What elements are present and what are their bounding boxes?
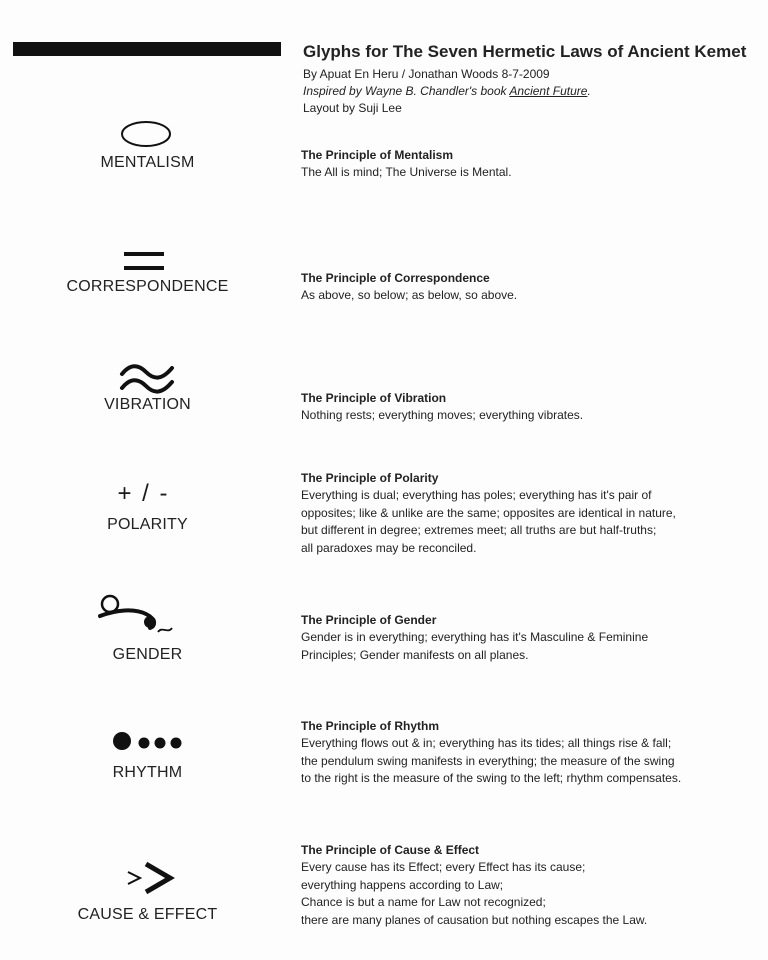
- wave-icon: [116, 358, 180, 396]
- principle-text: [301, 629, 751, 664]
- document-header: [303, 42, 758, 117]
- polarity-glyph: + / -: [117, 480, 170, 507]
- glyph-label: GENDER: [112, 646, 183, 663]
- principle-line: to the right is the measure of the swing to the left; rhythm compensates.: [301, 771, 682, 785]
- principle-text: [301, 287, 751, 305]
- glyph-gender: [40, 590, 255, 664]
- principle-title: The Principle of Correspondence: [301, 271, 490, 285]
- principle-line: Everything flows out & in; everything has its tides; all things rise & fall;: [301, 736, 672, 750]
- glyph-rhythm: [40, 728, 255, 782]
- principle-cause-effect: [301, 842, 751, 929]
- glyph-cause-effect: [40, 858, 255, 924]
- principle-vibration: [301, 390, 751, 425]
- layout-credit: Layout by Suji Lee: [303, 101, 402, 115]
- inspired-suffix: .: [587, 84, 591, 98]
- inspired-prefix: Inspired by Wayne B. Chandler's book: [303, 84, 510, 98]
- principle-text: [301, 859, 751, 929]
- principle-line: opposites; like & unlike are the same; opposites are identical in nature,: [301, 505, 676, 520]
- principle-line: The All is mind; The Universe is Mental.: [301, 165, 512, 179]
- glyph-label: CAUSE & EFFECT: [77, 906, 218, 923]
- principle-mentalism: [301, 147, 751, 182]
- equals-icon: [118, 246, 178, 278]
- principle-title: The Principle of Cause & Effect: [301, 843, 480, 857]
- principle-line: the pendulum swing manifests in everything; the measure of the swing: [301, 753, 675, 768]
- principle-title: The Principle of Gender: [301, 613, 437, 627]
- principle-text: [301, 487, 751, 557]
- principle-line: Everything is dual; everything has poles; everything has it's pair of: [301, 488, 652, 502]
- glyph-label: CORRESPONDENCE: [66, 278, 229, 295]
- glyph-polarity: [40, 478, 255, 534]
- principle-text: [301, 164, 751, 182]
- principle-line: Principles; Gender manifests on all planes.: [301, 647, 529, 662]
- principle-title: The Principle of Polarity: [301, 471, 439, 485]
- glyph-label: POLARITY: [107, 516, 188, 533]
- book-title: Ancient Future: [509, 84, 588, 98]
- principle-text: [301, 735, 751, 788]
- principle-line: Every cause has its Effect; every Effect has its cause;: [301, 860, 586, 874]
- principle-line: As above, so below; as below, so above.: [301, 288, 518, 302]
- glyph-label: VIBRATION: [104, 396, 191, 413]
- principle-title: The Principle of Rhythm: [301, 719, 440, 733]
- principle-line: there are many planes of causation but nothing escapes the Law.: [301, 912, 648, 927]
- principle-line: everything happens according to Law;: [301, 877, 504, 892]
- inspired-line: [303, 83, 758, 100]
- principle-gender: [301, 612, 751, 664]
- principle-rhythm: [301, 718, 751, 788]
- glyph-label: RHYTHM: [112, 764, 183, 781]
- principle-title: The Principle of Mentalism: [301, 148, 454, 162]
- principle-polarity: [301, 470, 751, 557]
- byline: By Apuat En Heru / Jonathan Woods 8-7-2009: [303, 67, 550, 81]
- principle-line: all paradoxes may be reconciled.: [301, 540, 477, 555]
- dots-icon: [110, 728, 190, 756]
- greater-than-icon: [118, 858, 178, 898]
- glyph-mentalism: [40, 118, 255, 172]
- oval-icon: [118, 118, 178, 154]
- principle-line: Chance is but a name for Law not recognized;: [301, 895, 546, 909]
- principle-line: but different in degree; extremes meet; all truths are but half-truths;: [301, 523, 657, 537]
- principle-correspondence: [301, 270, 751, 305]
- principle-text: [301, 407, 751, 425]
- principle-title: The Principle of Vibration: [301, 391, 447, 405]
- principle-line: Gender is in everything; everything has it's Masculine & Feminine: [301, 630, 649, 644]
- glyph-vibration: [40, 358, 255, 414]
- glyph-correspondence: [40, 246, 255, 296]
- gender-swirl-icon: [94, 590, 184, 638]
- principle-line: Nothing rests; everything moves; everything vibrates.: [301, 408, 584, 422]
- glyph-label: MENTALISM: [100, 154, 195, 171]
- header-black-bar: [13, 42, 281, 56]
- document-title: Glyphs for The Seven Hermetic Laws of Ancient Kemet: [303, 42, 747, 61]
